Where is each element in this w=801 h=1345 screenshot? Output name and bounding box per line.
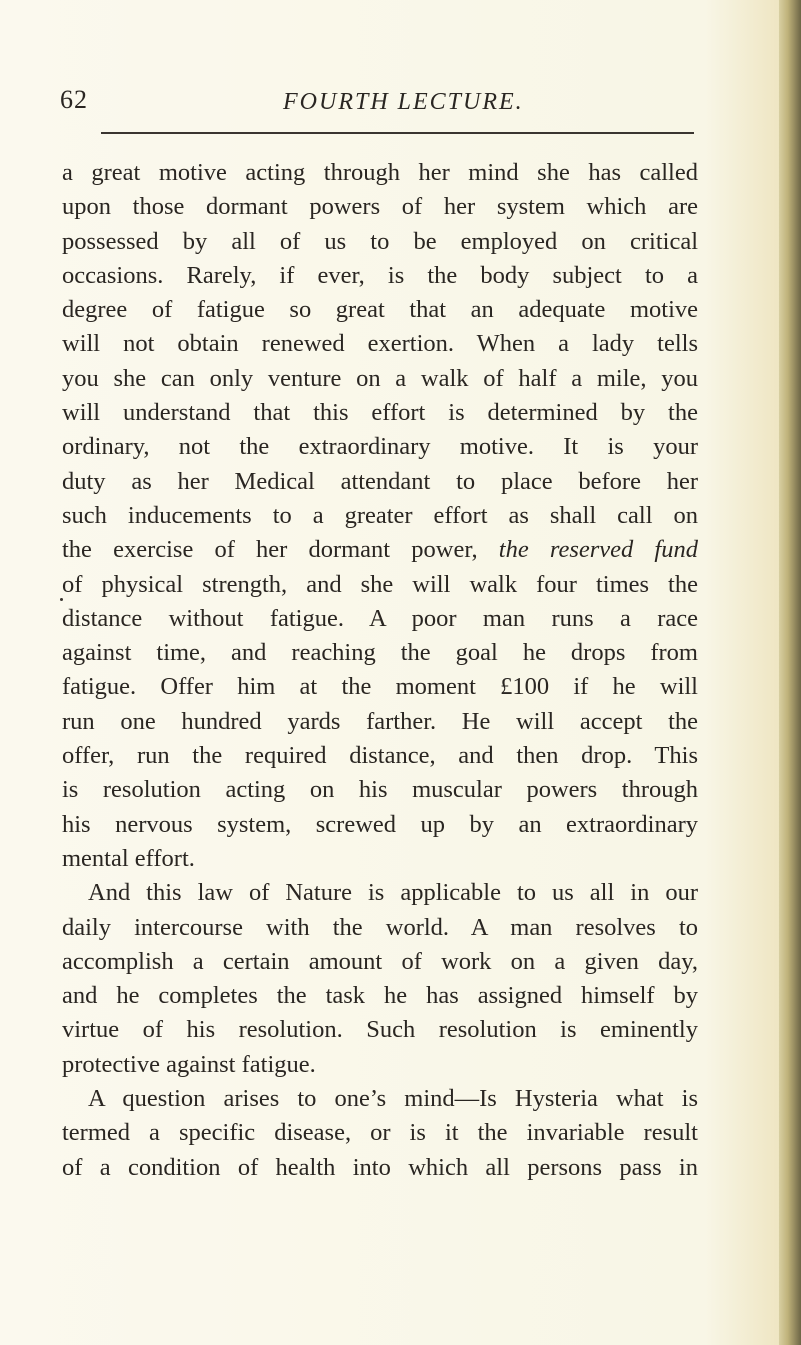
body-text bbox=[62, 156, 698, 1185]
text-line-start: the exercise of her dormant power, bbox=[62, 536, 499, 564]
text-line: will not obtain renewed exertion. When a lady tells bbox=[62, 330, 698, 358]
running-head: FOURTH LECTURE. bbox=[283, 89, 524, 115]
text-line: degree of fatigue so great that an adequate motive bbox=[62, 296, 698, 324]
text-line: mental effort. bbox=[62, 844, 195, 872]
text-line: such inducements to a greater effort as shall call on bbox=[62, 501, 698, 529]
text-line: protective against fatigue. bbox=[62, 1050, 316, 1078]
text-line: and he completes the task he has assigned himself by bbox=[62, 982, 698, 1010]
text-line: run one hundred yards farther. He will accept the bbox=[62, 707, 698, 735]
text-line: termed a specific disease, or is it the invariable result bbox=[62, 1119, 698, 1147]
text-line: occasions. Rarely, if ever, is the body subject to a bbox=[62, 261, 698, 289]
text-line: offer, run the required distance, and then drop. This bbox=[62, 742, 698, 770]
text-line: is resolution acting on his muscular powers through bbox=[62, 776, 698, 804]
page-number: 62 bbox=[60, 85, 88, 114]
text-line: accomplish a certain amount of work on a given day, bbox=[62, 947, 698, 975]
italic-phrase: the reserved fund bbox=[498, 536, 698, 564]
text-line: a great motive acting through her mind she has called bbox=[62, 159, 698, 186]
text-line: his nervous system, screwed up by an extraordinary bbox=[62, 810, 698, 838]
header-rule bbox=[101, 132, 694, 134]
text-line: of physical strength, and she will walk four times the bbox=[62, 570, 698, 598]
text-line: ordinary, not the extraordinary motive. It is your bbox=[62, 433, 698, 461]
text-line: possessed by all of us to be employed on critical bbox=[62, 227, 698, 255]
text-line: virtue of his resolution. Such resolution is eminently bbox=[62, 1016, 698, 1044]
text-line: duty as her Medical attendant to place before her bbox=[62, 467, 698, 495]
text-line: distance without fatigue. A poor man runs a race bbox=[62, 604, 698, 632]
text-line: And this law of Nature is applicable to us all in our bbox=[88, 879, 698, 907]
text-line: fatigue. Offer him at the moment £100 if he will bbox=[62, 673, 698, 701]
text-line-with-italic bbox=[62, 533, 698, 567]
text-line: A question arises to one’s mind—Is Hysteria what is bbox=[88, 1085, 698, 1113]
text-line: of a condition of health into which all persons pass in bbox=[62, 1153, 698, 1181]
text-line: daily intercourse with the world. A man resolves to bbox=[62, 913, 698, 941]
text-line: upon those dormant powers of her system which are bbox=[62, 193, 698, 221]
text-line: you she can only venture on a walk of half a mile, you bbox=[62, 364, 698, 392]
text-line: will understand that this effort is determined by the bbox=[62, 399, 698, 427]
text-line: against time, and reaching the goal he drops from bbox=[62, 639, 698, 667]
book-spine-edge bbox=[779, 0, 801, 1345]
